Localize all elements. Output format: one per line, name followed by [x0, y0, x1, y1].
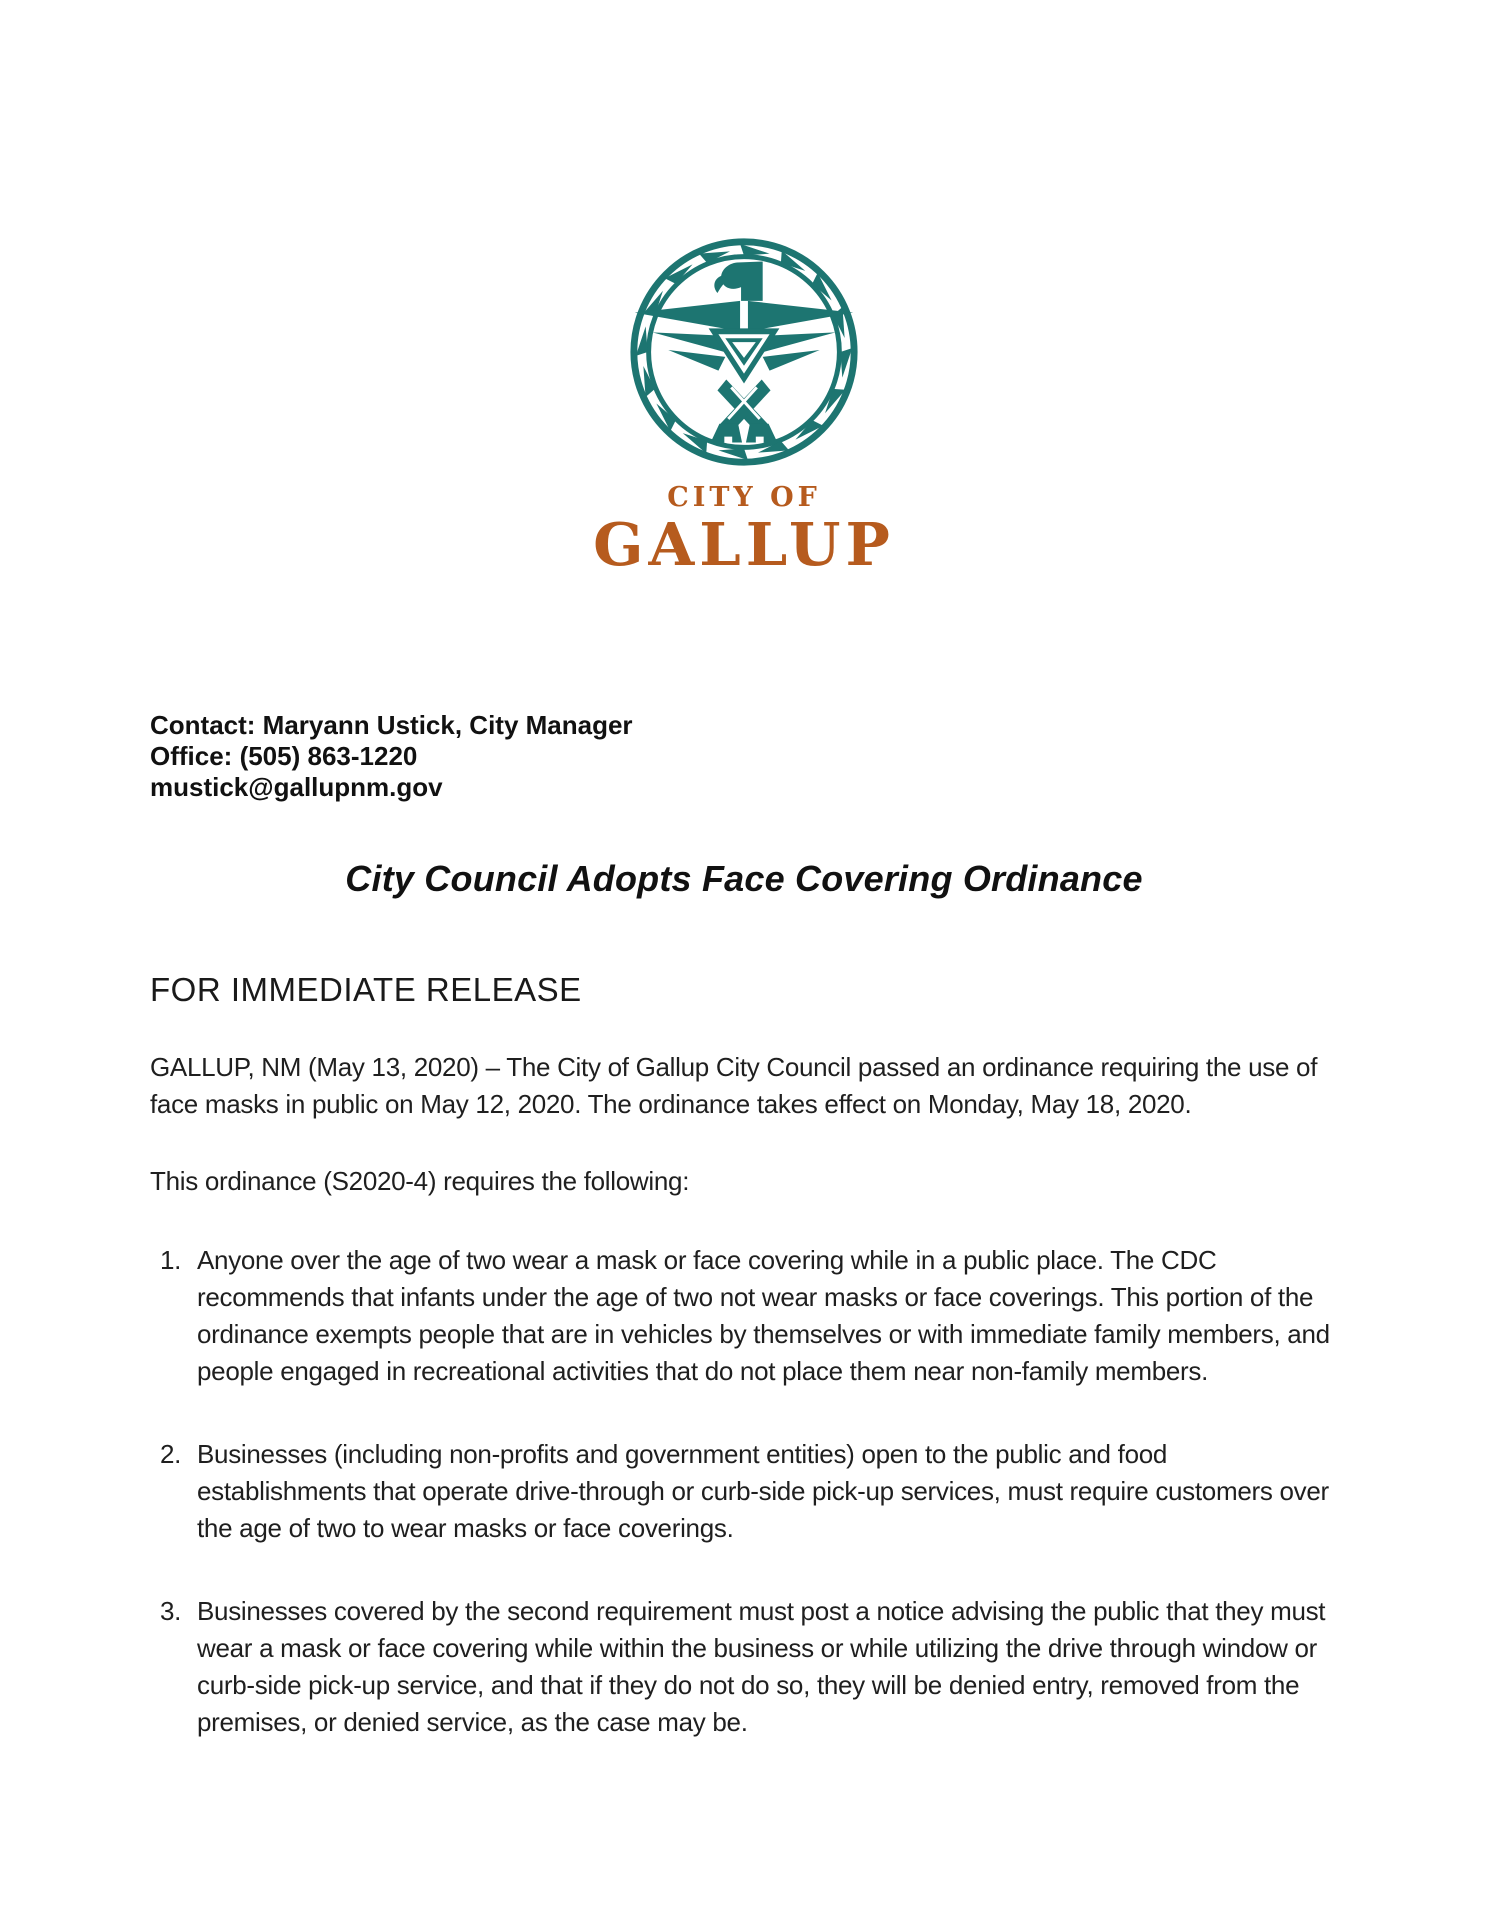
list-item-text: Anyone over the age of two wear a mask or face covering while in a public place. The CDC recommends that infants under the age of two not wear masks or face coverings. This portion of the ordinance exempts people that are in vehicles by themselves or with immediate family members, and people engaged in recreational activities that do not place them near non-family members. — [197, 1245, 1330, 1386]
requirements-intro-paragraph: This ordinance (S2020-4) requires the following: — [150, 1166, 690, 1196]
intro-paragraph: GALLUP, NM (May 13, 2020) – The City of Gallup City Council passed an ordinance requiring the use of face masks in public on May 12, 2020. The ordinance takes effect on Monday, May 18, 2020. — [150, 1052, 1318, 1119]
headline: City Council Adopts Face Covering Ordinance — [345, 858, 1143, 899]
list-item-text: Businesses covered by the second requirement must post a notice advising the public that they must wear a mask or face covering while within the business or while utilizing the drive through window or curb-side pick-up service, and that if they do not do so, they will be denied entry, removed from the premises, or denied service, as the case may be. — [197, 1596, 1326, 1737]
wordmark-city-of: CITY OF — [667, 482, 821, 513]
list-item-text: Businesses (including non-profits and government entities) open to the public and food establishments that operate drive-through or curb-side pick-up services, must require customers over the age of two to wear masks or face coverings. — [197, 1439, 1329, 1543]
list-item — [160, 1593, 1338, 1741]
list-item — [160, 1242, 1338, 1390]
list-item-number: 1. — [160, 1245, 182, 1275]
list-item-number: 3. — [160, 1596, 182, 1626]
contact-phone-line: Office: (505) 863-1220 — [150, 741, 418, 771]
contact-name-line: Contact: Maryann Ustick, City Manager — [150, 710, 633, 740]
contact-block — [150, 710, 1488, 803]
wordmark-gallup: GALLUP — [593, 510, 895, 579]
thunderbird-seal-icon — [626, 234, 862, 470]
list-item-number: 2. — [160, 1439, 182, 1469]
city-logo — [0, 0, 1488, 579]
list-item — [160, 1436, 1338, 1547]
contact-email-line: mustick@gallupnm.gov — [150, 772, 443, 802]
release-label: FOR IMMEDIATE RELEASE — [150, 971, 582, 1008]
requirements-list — [160, 1242, 1338, 1741]
